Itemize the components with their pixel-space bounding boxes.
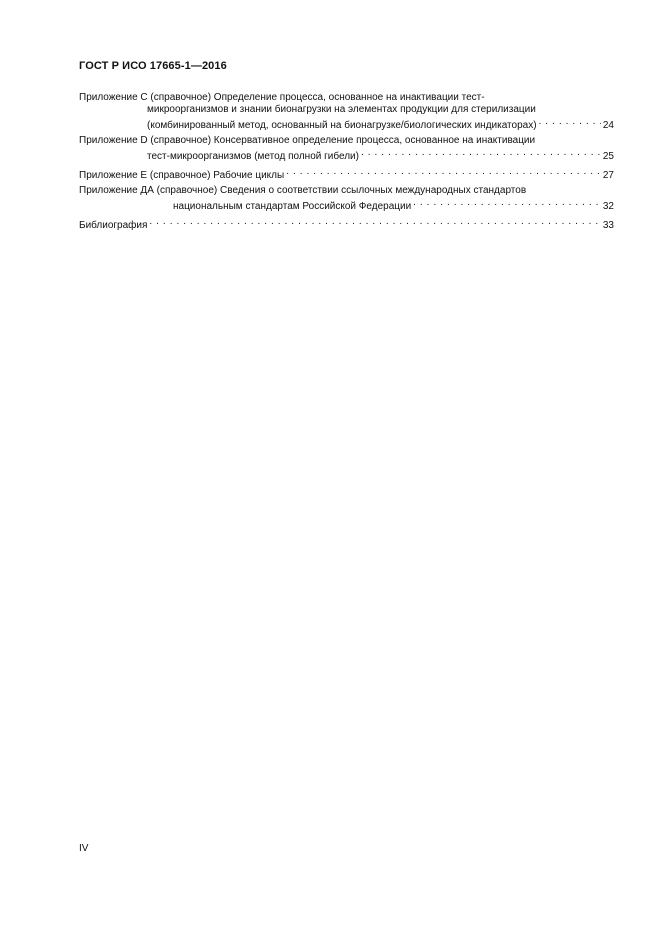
- page-number-footer: IV: [79, 843, 89, 854]
- toc-entry-title: Приложение ДА (справочное) Сведения о соответствии ссылочных международных стандартов: [79, 185, 527, 196]
- toc-page-number: 25: [602, 151, 614, 162]
- toc-entry-title: Приложение С (справочное) Определение процесса, основанное на инактивации тест-: [79, 92, 485, 103]
- toc-page-number: 33: [602, 220, 614, 231]
- toc-entry-appendix-d: [79, 135, 614, 163]
- toc-entry-title-continued: национальным стандартам Российской Федерации: [173, 201, 412, 212]
- toc-page-number: 24: [602, 120, 614, 131]
- toc-entry-bibliography: [79, 216, 614, 232]
- toc-entry-appendix-e: [79, 166, 614, 182]
- toc-entry-appendix-c: [79, 92, 614, 132]
- toc-leader-dots: [149, 216, 600, 228]
- toc-leader-dots: [413, 197, 601, 209]
- toc-entry-title-continued: (комбинированный метод, основанный на бионагрузке/биологических индикаторах): [147, 120, 537, 131]
- toc-page-number: 32: [602, 201, 614, 212]
- toc-leader-dots: [361, 147, 601, 159]
- toc-entry-appendix-da: [79, 185, 614, 213]
- toc-entry-title-continued: микроорганизмов и знании бионагрузки на элементах продукции для стерилизации: [147, 104, 536, 115]
- document-header: ГОСТ Р ИСО 17665-1—2016: [79, 60, 227, 72]
- toc-entry-title: Приложение Е (справочное) Рабочие циклы: [79, 170, 285, 181]
- table-of-contents: [79, 92, 614, 235]
- toc-page-number: 27: [602, 170, 614, 181]
- toc-leader-dots: [286, 166, 601, 178]
- toc-entry-title-continued: тест-микроорганизмов (метод полной гибели): [147, 151, 359, 162]
- toc-entry-title: Приложение D (справочное) Консервативное определение процесса, основанное на инактивации: [79, 135, 536, 146]
- toc-leader-dots: [539, 116, 601, 128]
- toc-entry-title: Библиография: [79, 220, 148, 231]
